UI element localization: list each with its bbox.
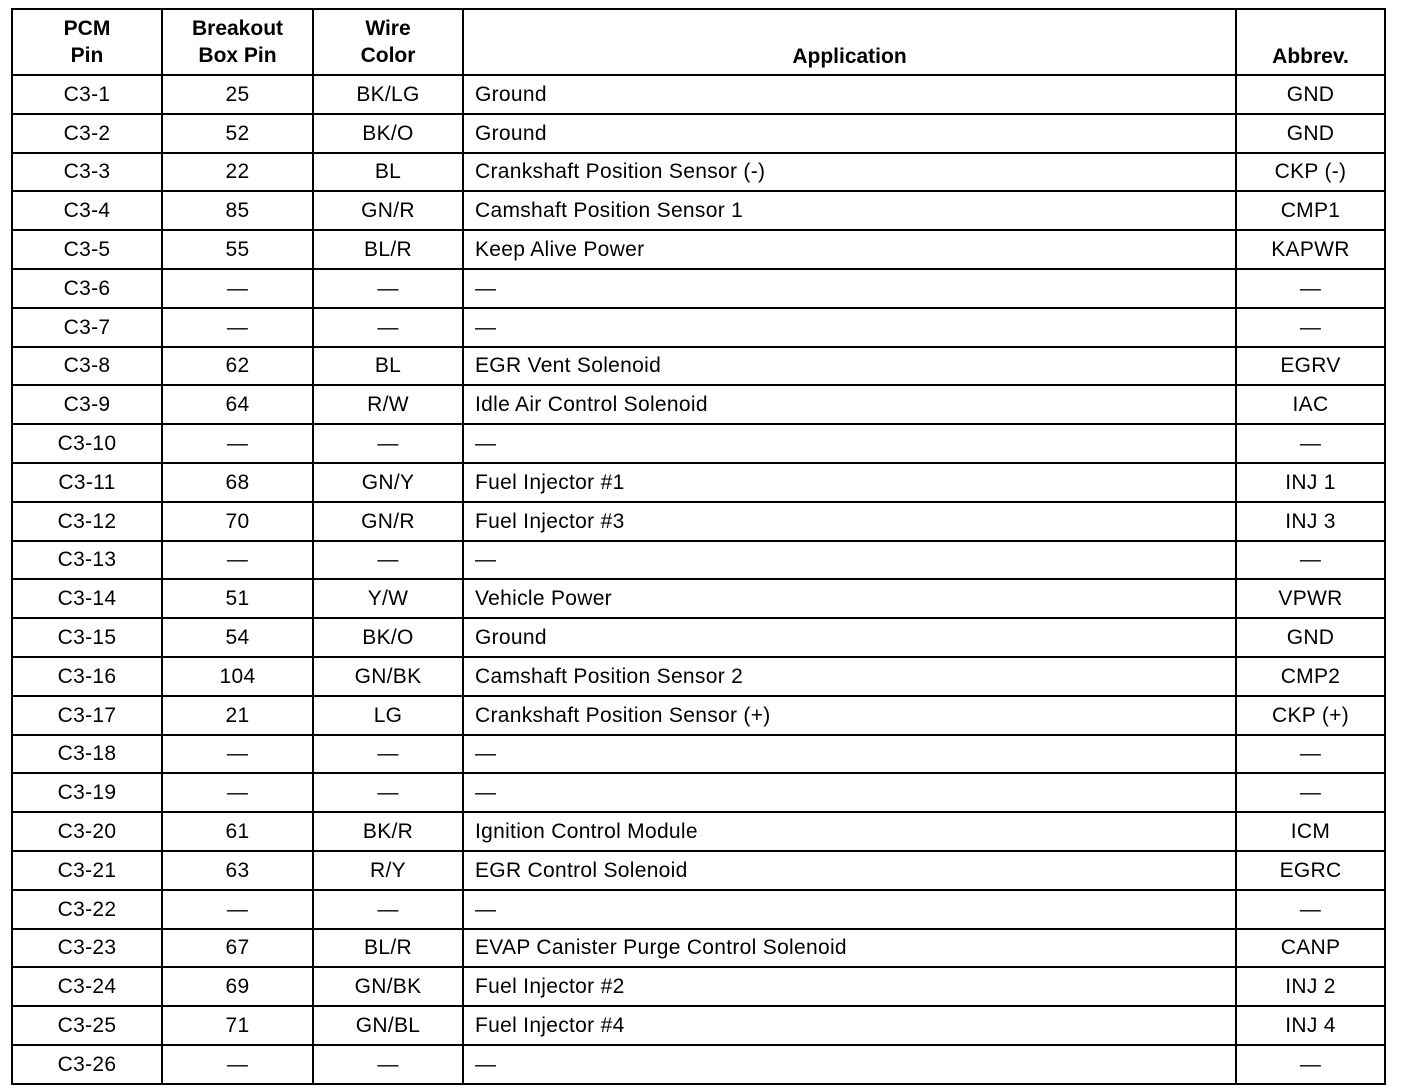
wire-color-cell: GN/R	[313, 502, 463, 541]
pcm-pin-cell: C3-7	[12, 308, 162, 347]
abbrev-cell: —	[1236, 308, 1385, 347]
pcm-pin-cell: C3-22	[12, 890, 162, 929]
wire-color-cell: —	[313, 541, 463, 580]
table-row	[12, 618, 1385, 657]
application-cell: Keep Alive Power	[463, 230, 1236, 269]
wire-color-cell: Y/W	[313, 579, 463, 618]
header-application: Application	[463, 9, 1236, 75]
breakout-pin-cell: 25	[162, 75, 313, 114]
application-cell: Ground	[463, 114, 1236, 153]
wire-color-cell: GN/BL	[313, 1006, 463, 1045]
breakout-pin-cell: 64	[162, 385, 313, 424]
pcm-pin-cell: C3-4	[12, 191, 162, 230]
abbrev-cell: CKP (+)	[1236, 696, 1385, 735]
pcm-pin-cell: C3-14	[12, 579, 162, 618]
pcm-pin-cell: C3-16	[12, 657, 162, 696]
wire-color-cell: BL	[313, 153, 463, 192]
table-body	[12, 75, 1385, 1084]
pcm-pin-cell: C3-17	[12, 696, 162, 735]
abbrev-cell: INJ 3	[1236, 502, 1385, 541]
table-row	[12, 657, 1385, 696]
application-cell: Crankshaft Position Sensor (+)	[463, 696, 1236, 735]
pcm-pin-cell: C3-25	[12, 1006, 162, 1045]
table-row	[12, 773, 1385, 812]
breakout-pin-cell: 104	[162, 657, 313, 696]
wire-color-cell: BK/R	[313, 812, 463, 851]
header-breakout-box-pin	[162, 9, 313, 75]
wire-color-cell: BK/O	[313, 114, 463, 153]
abbrev-cell: KAPWR	[1236, 230, 1385, 269]
table-row	[12, 424, 1385, 463]
table-row	[12, 308, 1385, 347]
header-pcm-pin	[12, 9, 162, 75]
wire-color-cell: R/W	[313, 385, 463, 424]
header-wire-color	[313, 9, 463, 75]
abbrev-cell: —	[1236, 269, 1385, 308]
application-cell: EVAP Canister Purge Control Solenoid	[463, 929, 1236, 968]
pcm-pin-cell: C3-12	[12, 502, 162, 541]
wire-color-cell: —	[313, 890, 463, 929]
application-cell: Ignition Control Module	[463, 812, 1236, 851]
wire-color-cell: GN/Y	[313, 463, 463, 502]
abbrev-cell: INJ 4	[1236, 1006, 1385, 1045]
abbrev-cell: INJ 1	[1236, 463, 1385, 502]
application-cell: Ground	[463, 75, 1236, 114]
wire-color-cell: BK/LG	[313, 75, 463, 114]
pcm-pin-cell: C3-21	[12, 851, 162, 890]
pcm-pin-cell: C3-9	[12, 385, 162, 424]
application-cell: Crankshaft Position Sensor (-)	[463, 153, 1236, 192]
header-wire-line1: Wire	[365, 17, 411, 40]
pcm-pin-cell: C3-6	[12, 269, 162, 308]
application-cell: Fuel Injector #2	[463, 967, 1236, 1006]
table-row	[12, 696, 1385, 735]
application-cell: —	[463, 1045, 1236, 1084]
pcm-pin-cell: C3-18	[12, 735, 162, 774]
pcm-pin-cell: C3-13	[12, 541, 162, 580]
abbrev-cell: GND	[1236, 114, 1385, 153]
table-row	[12, 851, 1385, 890]
header-abbrev: Abbrev.	[1236, 9, 1385, 75]
table-row	[12, 269, 1385, 308]
header-wire-line2: Color	[360, 44, 416, 67]
abbrev-cell: VPWR	[1236, 579, 1385, 618]
breakout-pin-cell: —	[162, 890, 313, 929]
wire-color-cell: BK/O	[313, 618, 463, 657]
pcm-pin-cell: C3-2	[12, 114, 162, 153]
breakout-pin-cell: 21	[162, 696, 313, 735]
abbrev-cell: —	[1236, 541, 1385, 580]
application-cell: —	[463, 308, 1236, 347]
header-row	[12, 9, 1385, 75]
pcm-pin-cell: C3-20	[12, 812, 162, 851]
pcm-pin-cell: C3-23	[12, 929, 162, 968]
breakout-pin-cell: 22	[162, 153, 313, 192]
breakout-pin-cell: 61	[162, 812, 313, 851]
application-cell: Fuel Injector #3	[463, 502, 1236, 541]
table-row	[12, 1045, 1385, 1084]
application-cell: Camshaft Position Sensor 1	[463, 191, 1236, 230]
application-cell: Fuel Injector #4	[463, 1006, 1236, 1045]
wire-color-cell: BL/R	[313, 929, 463, 968]
abbrev-cell: —	[1236, 1045, 1385, 1084]
wire-color-cell: GN/BK	[313, 967, 463, 1006]
abbrev-cell: CMP2	[1236, 657, 1385, 696]
abbrev-cell: ICM	[1236, 812, 1385, 851]
abbrev-cell: —	[1236, 735, 1385, 774]
application-cell: —	[463, 424, 1236, 463]
wire-color-cell: BL	[313, 347, 463, 386]
breakout-pin-cell: —	[162, 308, 313, 347]
wire-color-cell: —	[313, 1045, 463, 1084]
breakout-pin-cell: 55	[162, 230, 313, 269]
breakout-pin-cell: 71	[162, 1006, 313, 1045]
wire-color-cell: —	[313, 735, 463, 774]
table-row	[12, 191, 1385, 230]
pcm-pin-cell: C3-15	[12, 618, 162, 657]
table-row	[12, 463, 1385, 502]
pcm-pin-cell: C3-8	[12, 347, 162, 386]
breakout-pin-cell: —	[162, 424, 313, 463]
header-breakout-line2: Box Pin	[198, 44, 277, 67]
breakout-pin-cell: 63	[162, 851, 313, 890]
table-row	[12, 230, 1385, 269]
breakout-pin-cell: —	[162, 269, 313, 308]
table-row	[12, 735, 1385, 774]
abbrev-cell: CANP	[1236, 929, 1385, 968]
wire-color-cell: R/Y	[313, 851, 463, 890]
pcm-pin-cell: C3-11	[12, 463, 162, 502]
table-row	[12, 153, 1385, 192]
application-cell: —	[463, 541, 1236, 580]
breakout-pin-cell: 67	[162, 929, 313, 968]
breakout-pin-cell: —	[162, 773, 313, 812]
table-row	[12, 1006, 1385, 1045]
abbrev-cell: IAC	[1236, 385, 1385, 424]
header-breakout-line1: Breakout	[191, 17, 284, 40]
wire-color-cell: —	[313, 308, 463, 347]
application-cell: Idle Air Control Solenoid	[463, 385, 1236, 424]
breakout-pin-cell: 70	[162, 502, 313, 541]
pcm-pin-cell: C3-19	[12, 773, 162, 812]
breakout-pin-cell: —	[162, 541, 313, 580]
wire-color-cell: —	[313, 773, 463, 812]
breakout-pin-cell: 62	[162, 347, 313, 386]
application-cell: Camshaft Position Sensor 2	[463, 657, 1236, 696]
application-cell: —	[463, 735, 1236, 774]
abbrev-cell: —	[1236, 773, 1385, 812]
abbrev-cell: INJ 2	[1236, 967, 1385, 1006]
abbrev-cell: CMP1	[1236, 191, 1385, 230]
wire-color-cell: —	[313, 269, 463, 308]
abbrev-cell: —	[1236, 424, 1385, 463]
wire-color-cell: —	[313, 424, 463, 463]
table-row	[12, 967, 1385, 1006]
breakout-pin-cell: —	[162, 735, 313, 774]
breakout-pin-cell: 69	[162, 967, 313, 1006]
abbrev-cell: CKP (-)	[1236, 153, 1385, 192]
application-cell: —	[463, 269, 1236, 308]
table-row	[12, 347, 1385, 386]
breakout-pin-cell: 51	[162, 579, 313, 618]
wire-color-cell: GN/R	[313, 191, 463, 230]
wire-color-cell: BL/R	[313, 230, 463, 269]
abbrev-cell: GND	[1236, 75, 1385, 114]
table-row	[12, 929, 1385, 968]
breakout-pin-cell: —	[162, 1045, 313, 1084]
application-cell: Vehicle Power	[463, 579, 1236, 618]
breakout-pin-cell: 52	[162, 114, 313, 153]
table-row	[12, 541, 1385, 580]
pcm-pin-cell: C3-5	[12, 230, 162, 269]
pcm-pin-cell: C3-24	[12, 967, 162, 1006]
application-cell: —	[463, 773, 1236, 812]
header-pcm-pin-line1: PCM	[63, 17, 111, 40]
abbrev-cell: EGRC	[1236, 851, 1385, 890]
table-row	[12, 114, 1385, 153]
application-cell: Fuel Injector #1	[463, 463, 1236, 502]
abbrev-cell: —	[1236, 890, 1385, 929]
application-cell: EGR Control Solenoid	[463, 851, 1236, 890]
breakout-pin-cell: 85	[162, 191, 313, 230]
breakout-pin-cell: 68	[162, 463, 313, 502]
header-pcm-pin-line2: Pin	[70, 44, 104, 67]
pcm-pin-table	[11, 8, 1386, 1085]
table-row	[12, 579, 1385, 618]
wire-color-cell: GN/BK	[313, 657, 463, 696]
table-row	[12, 890, 1385, 929]
abbrev-cell: EGRV	[1236, 347, 1385, 386]
application-cell: —	[463, 890, 1236, 929]
pcm-pin-cell: C3-10	[12, 424, 162, 463]
pcm-pin-cell: C3-26	[12, 1045, 162, 1084]
table-row	[12, 385, 1385, 424]
table-row	[12, 812, 1385, 851]
wire-color-cell: LG	[313, 696, 463, 735]
table-row	[12, 502, 1385, 541]
abbrev-cell: GND	[1236, 618, 1385, 657]
table-row	[12, 75, 1385, 114]
breakout-pin-cell: 54	[162, 618, 313, 657]
pcm-pin-cell: C3-1	[12, 75, 162, 114]
application-cell: Ground	[463, 618, 1236, 657]
pcm-pin-cell: C3-3	[12, 153, 162, 192]
application-cell: EGR Vent Solenoid	[463, 347, 1236, 386]
